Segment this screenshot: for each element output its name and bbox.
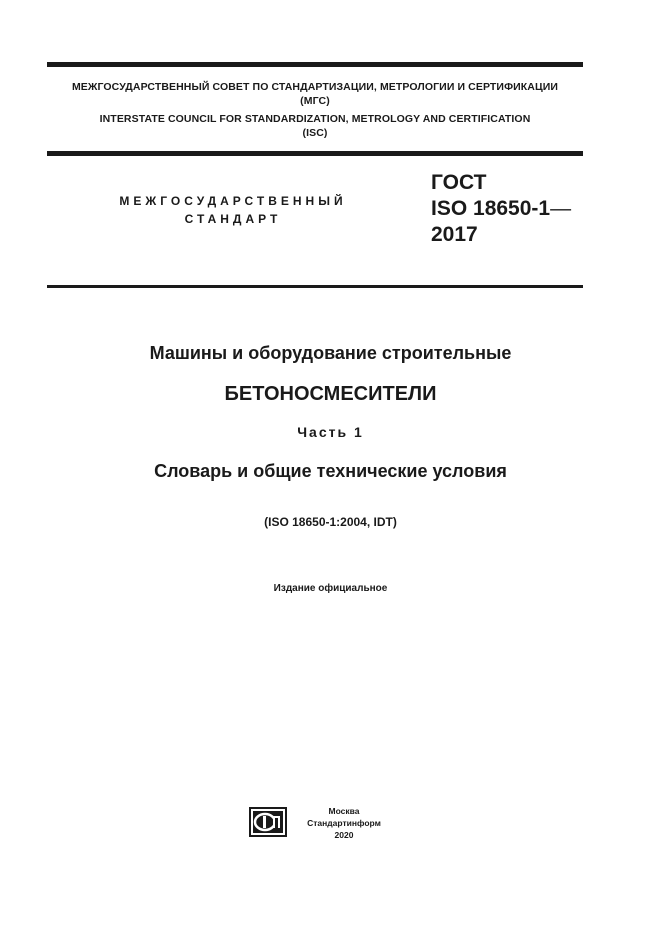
iso-reference: (ISO 18650-1:2004, IDT) — [264, 515, 397, 529]
standartinform-logo-icon — [249, 807, 287, 837]
council-ru-name: МЕЖГОСУДАРСТВЕННЫЙ СОВЕТ ПО СТАНДАРТИЗАЦИИ, МЕТРОЛОГИИ И СЕРТИФИКАЦИИ — [71, 81, 559, 93]
standard-type-line1: МЕЖГОСУДАРСТВЕННЫЙ — [119, 194, 347, 208]
top-rule — [47, 62, 583, 67]
designation-gost: ГОСТ — [431, 171, 487, 194]
title-category: Машины и оборудование строительные — [149, 343, 512, 363]
council-en — [47, 112, 583, 140]
title-subtitle: Словарь и общие технические условия — [154, 461, 507, 481]
publisher-city: Москва — [328, 806, 360, 816]
publisher-year: 2020 — [334, 830, 354, 840]
council-en-name: INTERSTATE COUNCIL FOR STANDARDIZATION, METROLOGY AND CERTIFICATION — [99, 113, 531, 125]
council-ru-abbr: (МГС) — [300, 95, 330, 107]
designation-number: ISO 18650-1 — [431, 197, 551, 220]
standard-type-line2: СТАНДАРТ — [184, 212, 282, 226]
title-part: Часть 1 — [297, 424, 364, 440]
bottom-rule — [47, 285, 583, 288]
title-main: БЕТОНОСМЕСИТЕЛИ — [224, 383, 437, 405]
publisher-name: Стандартинформ — [307, 818, 381, 828]
designation-dash: — — [550, 197, 572, 220]
standard-designation — [431, 170, 571, 248]
council-ru — [47, 80, 583, 108]
designation-year: 2017 — [431, 223, 478, 246]
middle-rule — [47, 151, 583, 156]
council-en-abbr: (ISC) — [302, 127, 328, 139]
edition-label: Издание официальное — [273, 583, 388, 594]
publisher — [304, 805, 384, 841]
